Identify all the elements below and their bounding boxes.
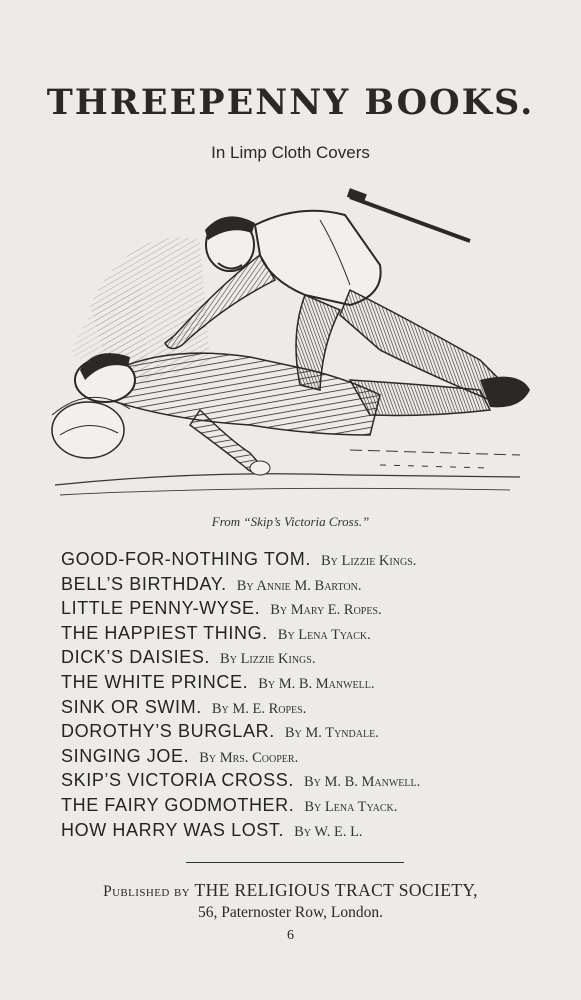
book-title: GOOD-FOR-NOTHING TOM. — [61, 549, 311, 569]
book-author: By Mrs. Cooper. — [199, 749, 299, 766]
rifle — [350, 197, 470, 241]
book-author: By M. B. Manwell. — [258, 675, 375, 692]
book-title: SINK OR SWIM. — [61, 696, 202, 717]
list-item — [61, 670, 561, 695]
list-item — [61, 719, 561, 744]
list-item — [61, 596, 561, 621]
book-title: THE WHITE PRINCE. — [61, 671, 249, 692]
book-author: By Lizzie Kings. — [320, 553, 417, 569]
list-item — [61, 645, 561, 670]
book-author: By Mary E. Ropes. — [270, 602, 382, 619]
book-author: By Lena Tyack. — [277, 626, 371, 643]
list-item — [61, 547, 561, 572]
book-title: THE HAPPIEST THING. — [61, 622, 268, 643]
page-subtitle: In Limp Cloth Covers — [211, 143, 370, 162]
publisher-line — [0, 880, 581, 901]
book-author: By Lena Tyack. — [304, 798, 398, 815]
page-title: THREEPENNY BOOKS. — [46, 82, 535, 123]
soldier-figure — [255, 211, 381, 305]
book-title: SKIP’S VICTORIA CROSS. — [61, 770, 294, 791]
book-title: SINGING JOE. — [61, 745, 190, 766]
list-item — [61, 572, 561, 597]
book-author: By M. B. Manwell. — [303, 774, 421, 791]
list-item — [61, 695, 561, 720]
fallen-boy-figure — [110, 353, 380, 435]
book-title: HOW HARRY WAS LOST. — [61, 819, 285, 840]
list-item — [61, 621, 561, 646]
book-author: By M. Tyndale. — [284, 725, 379, 742]
list-item — [61, 818, 561, 843]
book-title: DOROTHY’S BURGLAR. — [61, 721, 275, 742]
book-title: DICK’S DAISIES. — [61, 647, 211, 668]
book-author: By W. E. L. — [294, 823, 363, 840]
book-list — [61, 547, 561, 842]
published-by-label: Published by — [103, 883, 191, 900]
ground-lines — [55, 474, 520, 485]
engraving-illustration — [50, 185, 540, 510]
book-author: By M. E. Ropes. — [211, 700, 307, 717]
list-item — [61, 793, 561, 818]
list-item — [61, 768, 561, 793]
publisher-name: THE RELIGIOUS TRACT SOCIETY, — [194, 880, 478, 900]
illustration-caption: From “Skip’s Victoria Cross.” — [211, 514, 370, 529]
list-item — [61, 744, 561, 769]
book-author: By Lizzie Kings. — [220, 651, 316, 668]
cap-on-ground — [52, 402, 124, 458]
book-title: BELL’S BIRTHDAY. — [61, 573, 227, 594]
publisher-address: 56, Paternoster Row, London. — [198, 904, 383, 921]
divider — [186, 862, 404, 863]
book-title: THE FAIRY GODMOTHER. — [61, 794, 295, 815]
book-author: By Annie M. Barton. — [236, 577, 362, 594]
book-title: LITTLE PENNY-WYSE. — [61, 598, 261, 619]
page-number: 6 — [287, 928, 294, 943]
